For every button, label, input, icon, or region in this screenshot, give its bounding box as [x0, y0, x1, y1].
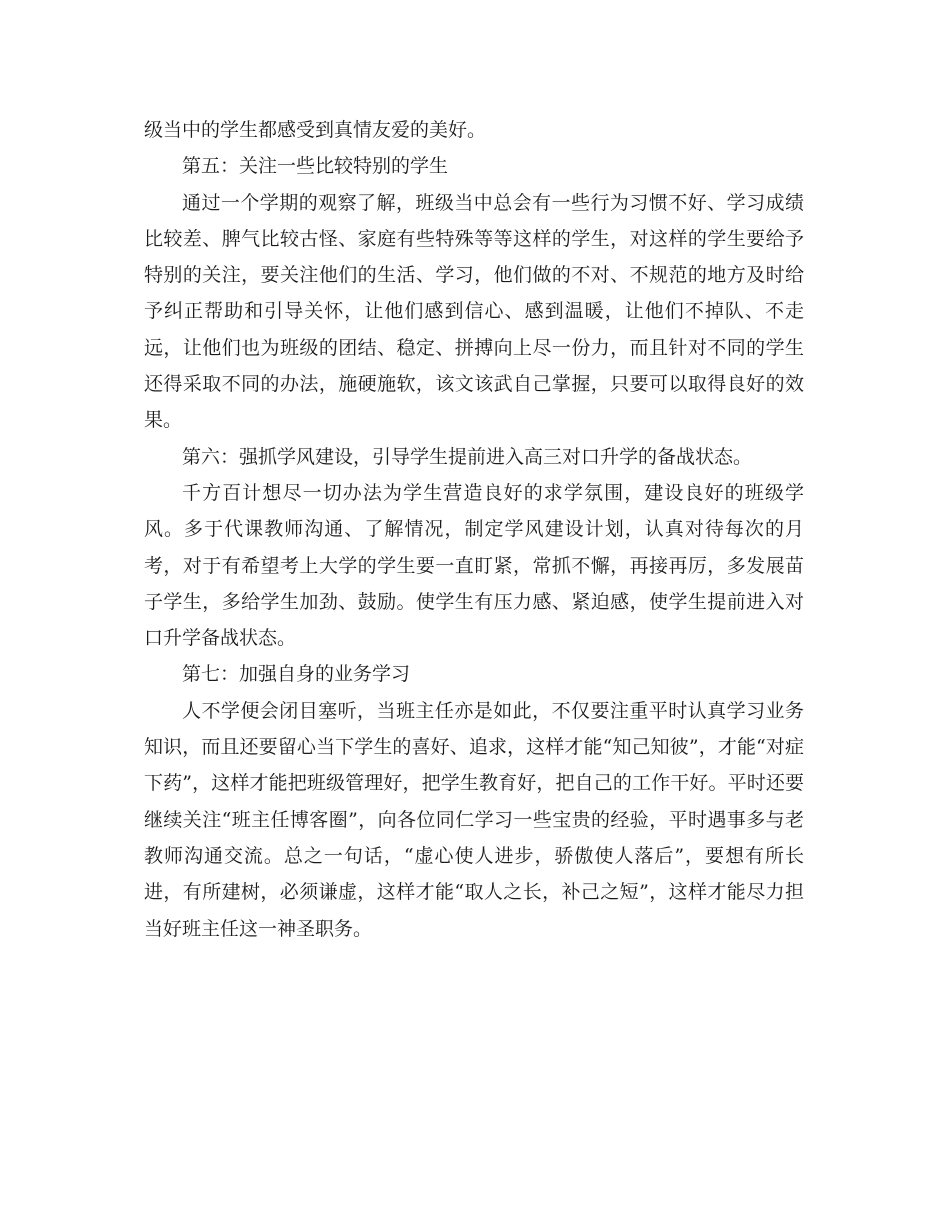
paragraph-continuation: 级当中的学生都感受到真情友爱的美好。	[144, 119, 487, 141]
paragraph-section-7: 人不学便会闭目塞听，当班主任亦是如此，不仅要注重平时认真学习业务知识，而且还要留心当下学生的喜好、追求，这样才能“知己知彼”，才能“对症下药”，这样才能把班级管理好，把学生教育好，把自己的工作干好。平时还要继续关注“班主任博客圈”，向各位同仁学习一些宝贵的经验，平时遇事多与老教师沟通交流。总之一句话，“虚心使人进步，骄傲使人落后”，要想有所长进，有所建树，必须谦虚，这样才能“取人之长，补己之短”，这样才能尽力担当好班主任这一神圣职务。	[144, 699, 804, 940]
section-heading-5: 第五：关注一些比较特别的学生	[182, 155, 449, 178]
paragraph-section-6: 千方百计想尽一切办法为学生营造良好的求学氛围，建设良好的班级学风。多于代课教师沟通、了解情况，制定学风建设计划，认真对待每次的月考，对于有希望考上大学的学生要一直盯紧，常抓不懈，再接再厉，多发展苗子学生，多给学生加劲、鼓励。使学生有压力感、紧迫感，使学生提前进入对口升学备战状态。	[144, 481, 804, 650]
paragraph-section-5: 通过一个学期的观察了解，班级当中总会有一些行为习惯不好、学习成绩比较差、脾气比较古怪、家庭有些特殊等等这样的学生，对这样的学生要给予特别的关注，要关注他们的生活、学习，他们做的不对、不规范的地方及时给予纠正帮助和引导关怀，让他们感到信心、感到温暖，让他们不掉队、不走远，让他们也为班级的团结、稳定、拼搏向上尽一份力，而且针对不同的学生还得采取不同的办法，施硬施软，该文该武自己掌握，只要可以取得良好的效果。	[144, 191, 804, 432]
section-heading-6: 第六：强抓学风建设，引导学生提前进入高三对口升学的备战状态。	[182, 445, 753, 468]
document-body	[144, 112, 804, 947]
section-heading-7: 第七：加强自身的业务学习	[182, 663, 411, 686]
